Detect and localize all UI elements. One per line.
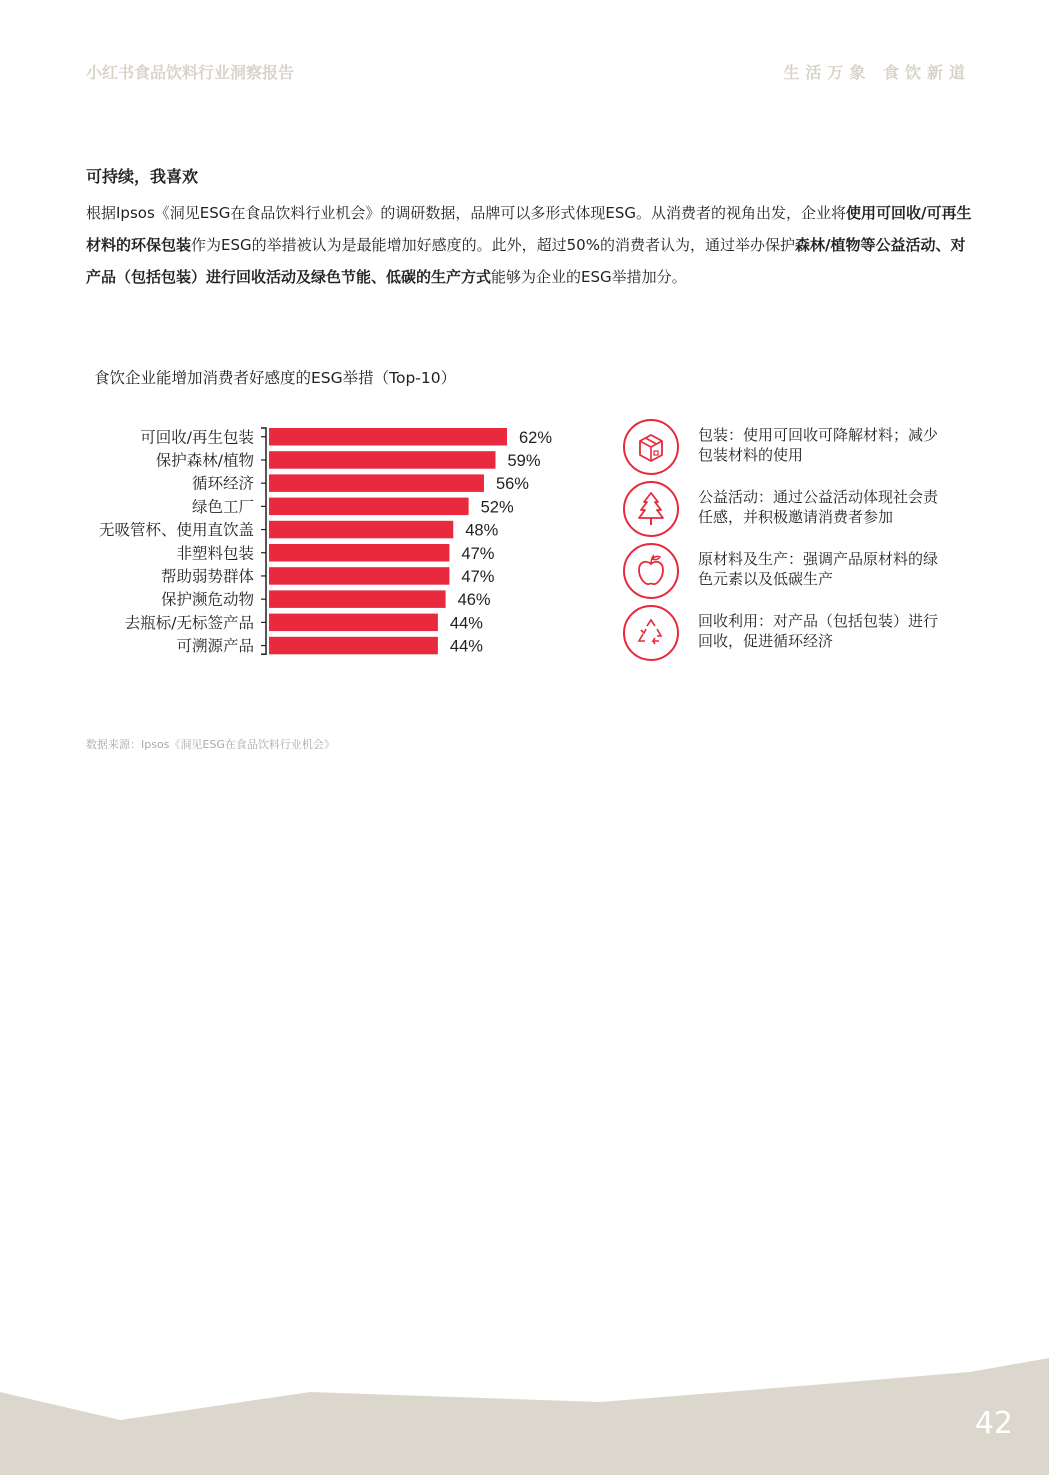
category-label: 保护森林/植物 bbox=[155, 451, 254, 470]
page-number: 42 bbox=[974, 1406, 1013, 1441]
category-label: 去瓶标/无标签产品 bbox=[124, 613, 254, 632]
value-label: 44% bbox=[449, 637, 483, 656]
data-source: 数据来源：Ipsos《洞见ESG在食品饮料行业机会》 bbox=[86, 738, 335, 751]
report-title: 小红书食品饮料行业洞察报告 bbox=[86, 63, 295, 82]
chart-title: 食饮企业能增加消费者好感度的ESG举措（Top-10） bbox=[94, 369, 457, 387]
legend-item-recycle bbox=[622, 604, 982, 668]
value-label: 56% bbox=[495, 475, 529, 494]
bar bbox=[269, 428, 507, 446]
category-label: 帮助弱势群体 bbox=[160, 567, 254, 586]
value-label: 44% bbox=[449, 614, 483, 633]
tree-icon bbox=[622, 480, 680, 538]
section-title: 可持续，我喜欢 bbox=[86, 167, 199, 186]
bar bbox=[269, 474, 484, 492]
bar bbox=[269, 614, 438, 632]
value-label: 48% bbox=[465, 521, 499, 540]
bar bbox=[269, 521, 453, 539]
footer-band bbox=[0, 1350, 1049, 1475]
body-text: 能够为企业的ESG举措加分。 bbox=[491, 268, 687, 286]
body-text: 根据Ipsos《洞见ESG在食品饮料行业机会》的调研数据，品牌可以多形式体现ESG。从消费者的视角出发，企业将 bbox=[86, 204, 847, 222]
bar bbox=[269, 544, 449, 562]
bar bbox=[269, 637, 438, 655]
esg-bar-chart bbox=[0, 0, 620, 700]
box-icon bbox=[622, 418, 680, 476]
value-label: 46% bbox=[457, 591, 491, 610]
legend-item-charity bbox=[622, 480, 982, 544]
category-label: 可溯源产品 bbox=[176, 637, 254, 656]
category-label: 可回收/再生包装 bbox=[140, 428, 254, 447]
highlight-text: 使用可回收/可再生材料的环保包装 bbox=[86, 204, 972, 254]
legend-text: 回收利用：对产品（包括包装）进行回收，促进循环经济 bbox=[698, 612, 939, 650]
body-text: 作为ESG的举措被认为是最能增加好感度的。此外，超过50%的消费者认为，通过举办保护 bbox=[191, 236, 795, 254]
value-label: 59% bbox=[507, 451, 541, 470]
legend-item-packaging bbox=[622, 418, 982, 482]
bar bbox=[269, 590, 446, 608]
legend-text: 公益活动：通过公益活动体现社会责任感，并积极邀请消费者参加 bbox=[698, 488, 939, 526]
value-label: 47% bbox=[461, 544, 495, 563]
legend-text: 原材料及生产：强调产品原材料的绿色元素以及低碳生产 bbox=[698, 550, 939, 588]
apple-icon bbox=[622, 542, 680, 600]
legend-item-materials bbox=[622, 542, 982, 606]
bar bbox=[269, 567, 449, 585]
category-label: 保护濒危动物 bbox=[160, 590, 254, 609]
category-label: 绿色工厂 bbox=[191, 497, 254, 516]
report-slogan: 生活万象 食饮新道 bbox=[783, 63, 971, 82]
legend-text: 包装：使用可回收可降解材料；减少包装材料的使用 bbox=[698, 426, 939, 464]
bar bbox=[269, 498, 469, 515]
recycle-icon bbox=[622, 604, 680, 662]
category-label: 循环经济 bbox=[191, 474, 254, 493]
highlight-text: 森林/植物等公益活动、对产品（包括包装）进行回收活动及绿色节能、低碳的生产方式 bbox=[86, 236, 966, 286]
value-label: 47% bbox=[461, 567, 495, 586]
category-label: 无吸管杯、使用直饮盖 bbox=[98, 521, 254, 540]
y-axis bbox=[261, 428, 266, 654]
value-label: 52% bbox=[480, 498, 514, 517]
bar bbox=[269, 451, 495, 469]
value-label: 62% bbox=[519, 428, 553, 447]
category-label: 非塑料包装 bbox=[176, 544, 254, 563]
